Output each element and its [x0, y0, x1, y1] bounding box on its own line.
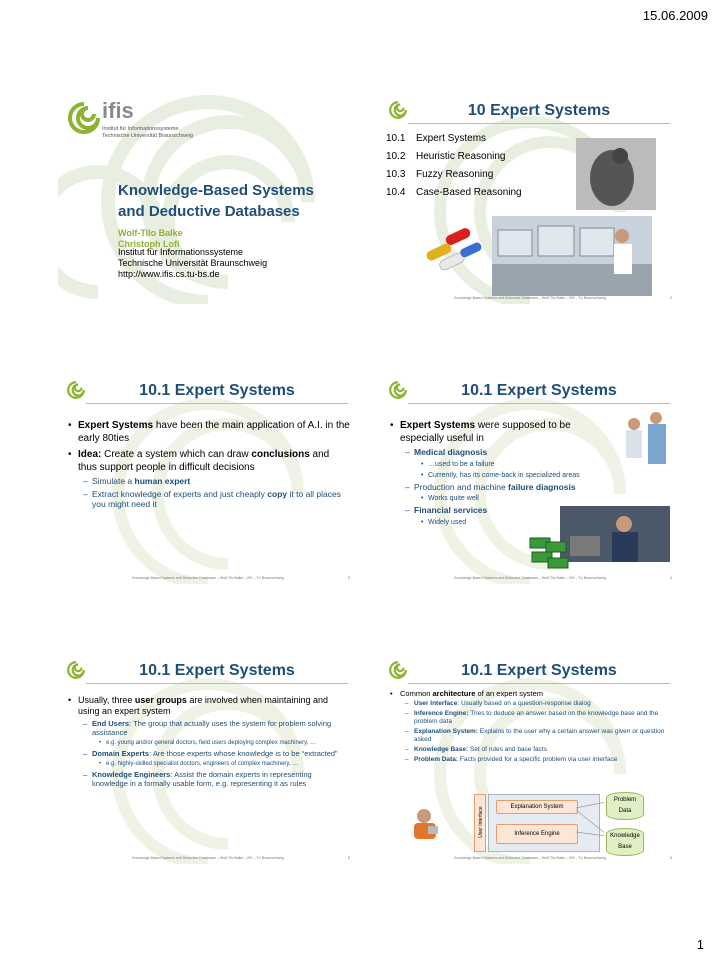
slide-number: 3 — [347, 575, 350, 580]
slide-number: 6 — [669, 855, 672, 860]
ifis-swirl-icon — [386, 100, 410, 120]
slide-number: 2 — [669, 295, 672, 300]
slide-content — [388, 686, 670, 765]
bullet: • Common architecture of an expert system — [400, 689, 670, 698]
author-2: Christoph Lofi — [118, 239, 180, 249]
sub-bullet: – Inference Engine: Tries to deduce an answer based on the knowledge base and the problem data — [414, 710, 670, 726]
sub-bullet: – Extract knowledge of experts and just cheaply copy it to all places you might need it — [92, 489, 350, 510]
ifis-logo-icon — [64, 100, 104, 136]
diagram-arrows — [484, 792, 604, 852]
university: Technische Universität Braunschweig — [118, 258, 268, 268]
sub-sub-bullet: • …used to be a failure — [428, 460, 610, 469]
sub-sub-bullet: • Works quite well — [428, 494, 610, 503]
title-line-1: Knowledge-Based Systems — [118, 182, 314, 199]
sub-bullet: – Domain Experts: Are those experts whose knowledge is to be “extracted” — [92, 749, 344, 758]
author-block — [118, 228, 267, 280]
toc-item: 10.3 Fuzzy Reasoning — [386, 169, 494, 180]
slide-title: 10 Expert Systems — [408, 102, 670, 124]
title-line-2: and Deductive Databases — [118, 203, 300, 220]
inference-engine-box: Inference Engine — [496, 824, 578, 844]
date-header: 15.06.2009 — [642, 8, 708, 23]
sub-bullet: – User Interface: Usually based on a question-response dialog — [414, 700, 670, 708]
ifis-swirl-icon — [64, 380, 88, 400]
slide-content — [66, 416, 350, 511]
logo-name: ifis — [102, 98, 134, 123]
institute: Institut für Informationssysteme — [118, 247, 244, 257]
money-stack-image — [526, 532, 574, 574]
ifis-swirl-icon — [386, 660, 410, 680]
slide-footer: Knowledge-Based Systems and Deductive Databases – Wolf-Tilo Balke – IfIS – TU Braunschweig — [454, 576, 606, 580]
ifis-swirl-icon — [64, 660, 88, 680]
bullet: • Idea: Create a system which can draw conclusions and thus support people in difficult decisions — [78, 448, 350, 474]
sub-bullet: – Problem Data: Facts provided for a specific problem via user interface — [414, 756, 670, 764]
sub-bullet: – Simulate a human expert — [92, 476, 350, 487]
slide-title: 10.1 Expert Systems — [86, 382, 348, 404]
doctors-image — [620, 408, 672, 488]
sub-bullet: – End Users: The group that actually uses the system for problem solving assistance — [92, 719, 344, 737]
mechanic-image — [560, 506, 670, 562]
logo-subtitle-2: Technische Universität Braunschweig — [102, 133, 194, 139]
sub-sub-bullet: • Currently, has its come-back in specialized areas — [428, 471, 610, 480]
presentation-title — [118, 180, 314, 222]
sub-bullet: – Knowledge Engineers: Assist the domain experts in representing knowledge in a formally usable form, e.g. representing it as rules — [92, 770, 344, 788]
slide-title: 10.1 Expert Systems — [86, 662, 348, 684]
slide-1 — [58, 92, 358, 304]
slide-3 — [58, 372, 358, 584]
slide-number: 5 — [347, 855, 350, 860]
explanation-system-box: Explanation System — [496, 800, 578, 814]
toc-item: 10.2 Heuristic Reasoning — [386, 151, 506, 162]
sub-bullet: – Financial services — [414, 505, 610, 516]
toc-item: 10.1 Expert Systems — [386, 133, 487, 144]
author-1: Wolf-Tilo Balke — [118, 228, 183, 238]
user-interface-label: User Interface — [478, 806, 484, 838]
toc-item: 10.4 Case-Based Reasoning — [386, 187, 522, 198]
bullet: • Usually, three user groups are involved when maintaining and using an expert system — [78, 695, 344, 717]
sub-sub-bullet: • Widely used — [428, 518, 610, 527]
sub-bullet: – Knowledge Base: Set of rules and base facts — [414, 746, 670, 754]
slide-footer: Knowledge-Based Systems and Deductive Databases – Wolf-Tilo Balke – IfIS – TU Braunschweig — [454, 856, 606, 860]
slide-number: 4 — [669, 575, 672, 580]
computer-lab-image — [492, 216, 652, 296]
slide-title: 10.1 Expert Systems — [408, 382, 670, 404]
table-of-contents — [386, 130, 522, 202]
slide-2 — [380, 92, 680, 304]
slide-4 — [380, 372, 680, 584]
problem-data-box: Problem Data — [606, 792, 644, 820]
slide-5 — [58, 652, 358, 864]
sub-bullet: – Production and machine failure diagnosis — [414, 482, 610, 493]
logo-subtitle-1: Institut für Informationssysteme — [102, 126, 179, 132]
slide-footer: Knowledge-Based Systems and Deductive Databases – Wolf-Tilo Balke – IfIS – TU Braunschweig — [454, 296, 606, 300]
slide-6 — [380, 652, 680, 864]
thinker-statue-image — [576, 138, 656, 210]
slide-footer: Knowledge-Based Systems and Deductive Databases – Wolf-Tilo Balke – IfIS – TU Braunschweig — [132, 576, 284, 580]
sub-bullet: – Explanation System: Explains to the user why a certain answer was given or question asked — [414, 728, 670, 744]
ifis-swirl-icon — [386, 380, 410, 400]
slide-title: 10.1 Expert Systems — [408, 662, 670, 684]
slide-content — [66, 692, 344, 789]
sub-sub-bullet: • e.g. highly-skilled specialist doctors, engineers of complex machinery, … — [106, 760, 344, 768]
knowledge-base-box: Knowledge Base — [606, 828, 644, 856]
page-number: 1 — [696, 937, 704, 952]
user-person-icon — [412, 806, 440, 842]
sub-sub-bullet: • e.g. young and/or general doctors, field users deploying complex machinery, … — [106, 739, 344, 747]
bullet: • Expert Systems were supposed to be especially useful in — [400, 419, 610, 445]
slide-footer: Knowledge-Based Systems and Deductive Databases – Wolf-Tilo Balke – IfIS – TU Braunschweig — [132, 856, 284, 860]
website-url: http://www.ifis.cs.tu-bs.de — [118, 269, 220, 279]
bullet: • Expert Systems have been the main application of A.I. in the early 80ties — [78, 419, 350, 445]
pills-image — [420, 220, 490, 278]
sub-bullet: – Medical diagnosis — [414, 447, 610, 458]
